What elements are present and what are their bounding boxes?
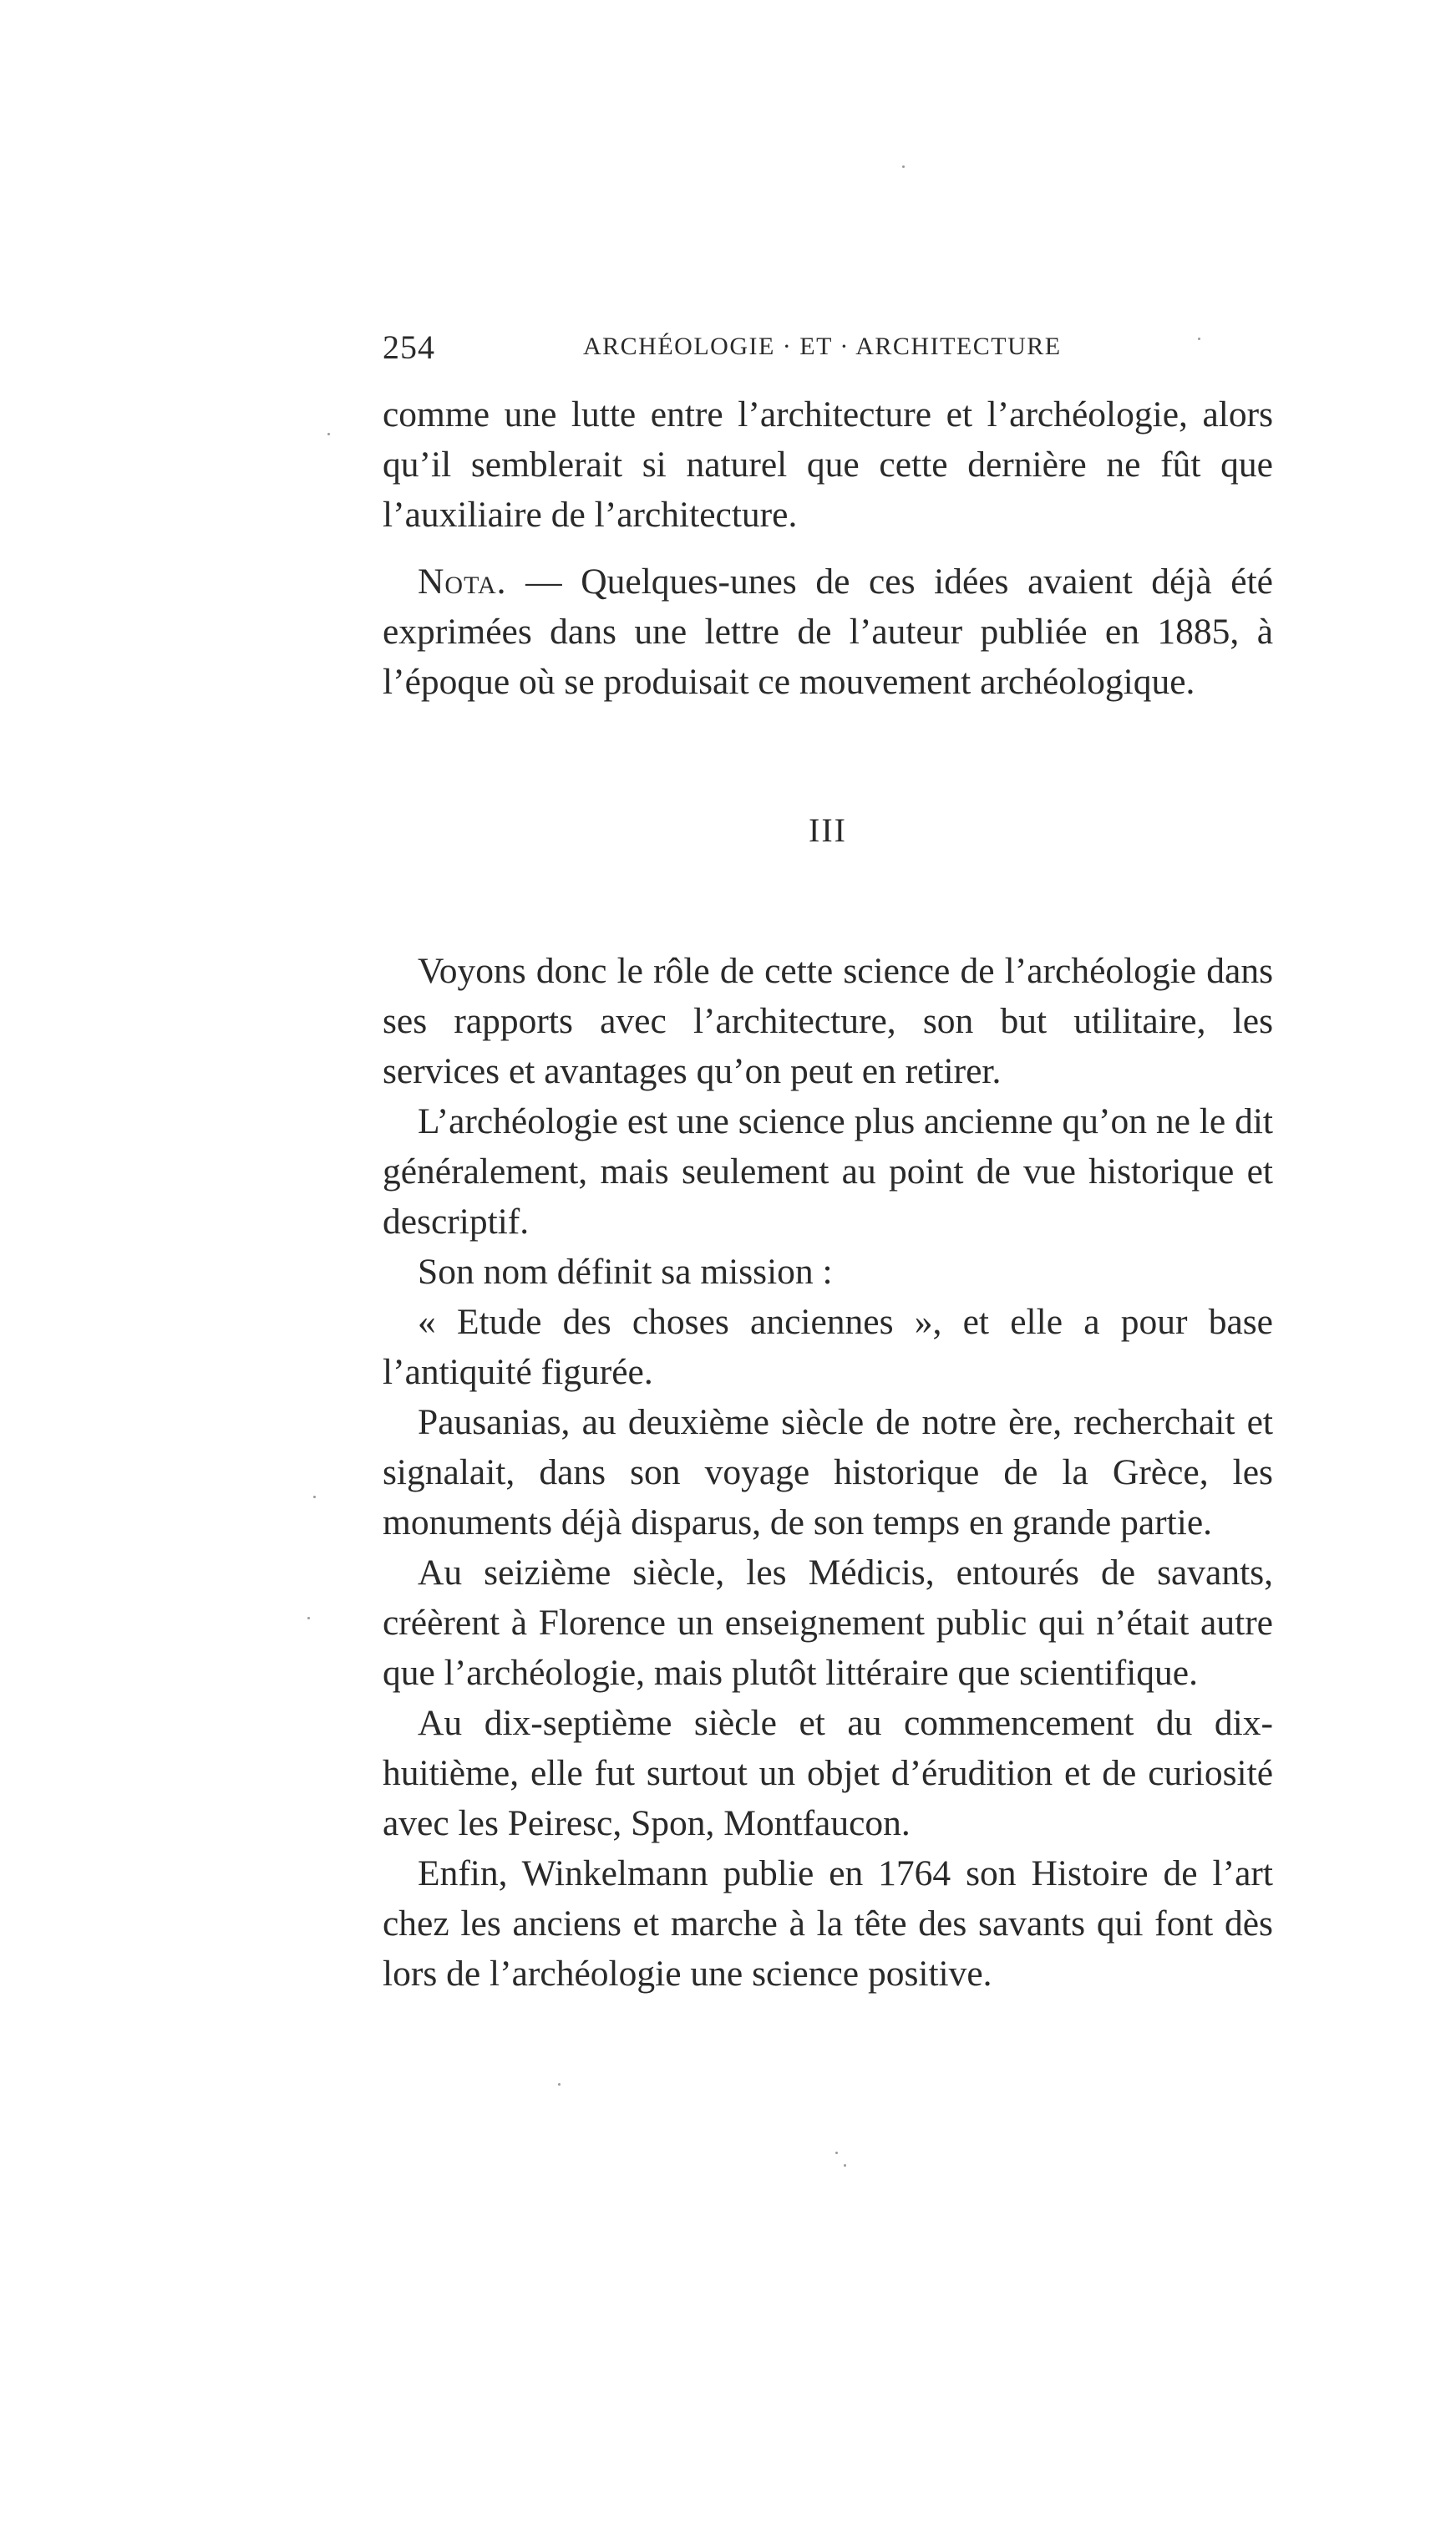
paper-speck (1198, 338, 1200, 340)
page-header (383, 328, 1134, 378)
nota-text: — Quelques-unes de ces idées avaient déjà été exprimées dans une lettre de l’auteur publiée en 1885, à l’époque où se produisait ce mouvement archéologique. (383, 562, 1273, 702)
paper-speck (844, 2164, 846, 2167)
paragraph: Voyons donc le rôle de cette science de l’archéologie dans ses rapports avec l’architecture, son but utilitaire, les services et avantages qu’on peut en retirer. (383, 951, 1273, 1091)
paper-speck (327, 433, 330, 435)
paper-speck (307, 1617, 310, 1619)
paper-speck (313, 1496, 316, 1498)
paragraph: L’archéologie est une science plus ancienne qu’on ne le dit généralement, mais seulement au point de vue historique et descriptif. (383, 1101, 1273, 1242)
nota-paragraph (383, 556, 1273, 707)
body-text (383, 389, 1273, 1999)
paragraph: Son nom définit sa mission : (418, 1252, 833, 1292)
paper-speck (902, 165, 905, 168)
paragraph: Au seizième siècle, les Médicis, entourés de savants, créèrent à Florence un enseignement public qui n’était autre que l’archéologie, mais plutôt littéraire que scientifique. (383, 1553, 1273, 1693)
paragraph: Enfin, Winkelmann publie en 1764 son Histoire de l’art chez les anciens et marche à la tête des savants qui font dès lors de l’archéologie une science positive. (383, 1853, 1273, 1994)
paper-speck (558, 2083, 561, 2086)
continuation-paragraph: comme une lutte entre l’architecture et l’archéologie, alors qu’il semblerait si naturel que cette dernière ne fût que l’auxiliaire de l’architecture. (383, 394, 1273, 535)
nota-label: Nota. (418, 562, 507, 602)
paragraph: « Etude des choses anciennes », et elle a pour base l’antiquité figurée. (383, 1302, 1273, 1392)
paragraph: Au dix-septième siècle et au commencement du dix-huitième, elle fut surtout un objet d’érudition et de curiosité avec les Peiresc, Spon, Montfaucon. (383, 1703, 1273, 1843)
running-head: ARCHÉOLOGIE · ET · ARCHITECTURE (583, 333, 1062, 360)
section-heading: III (809, 811, 847, 849)
paper-speck (835, 2152, 838, 2154)
page-number: 254 (383, 328, 435, 366)
paragraph: Pausanias, au deuxième siècle de notre ère, recherchait et signalait, dans son voyage historique de la Grèce, les monuments déjà disparus, de son temps en grande partie. (383, 1402, 1273, 1542)
